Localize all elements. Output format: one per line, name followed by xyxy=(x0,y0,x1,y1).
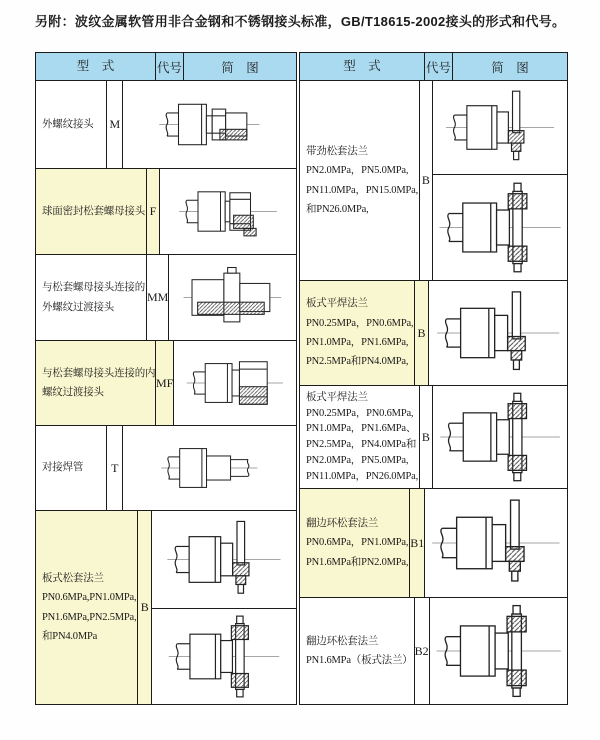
type-cell xyxy=(300,489,410,597)
type-cell xyxy=(300,281,415,385)
type-line: 外螺纹过渡接头 xyxy=(42,301,115,313)
type-cell xyxy=(36,81,107,168)
loose-flange-raised-diagram xyxy=(425,489,567,597)
code-cell: F xyxy=(147,169,160,254)
type-cell xyxy=(36,426,107,510)
diagram-cell xyxy=(123,81,296,168)
type-line: PN2.0MPa，PN5.0MPa, xyxy=(306,454,409,466)
code-cell: B xyxy=(138,511,152,704)
table-row xyxy=(36,81,296,169)
type-line: PN1.6MPa（板式法兰） xyxy=(306,655,413,666)
type-line: 和PN26.0MPa, xyxy=(306,203,369,215)
diagram-cell xyxy=(152,511,296,704)
table-row xyxy=(300,81,567,281)
type-line: 带劲松套法兰 xyxy=(306,145,368,157)
code-cell: B xyxy=(415,281,428,385)
loose-flange-raised-diagram xyxy=(433,81,567,174)
table-row xyxy=(36,255,296,341)
table-row xyxy=(300,281,567,386)
type-cell xyxy=(36,511,138,704)
type-cell xyxy=(36,341,156,425)
code-cell: B2 xyxy=(415,598,430,704)
type-line: 板式松套法兰 xyxy=(42,572,104,584)
code-cell: MF xyxy=(156,341,174,425)
sphere-seal-nut-fitting-diagram xyxy=(160,169,296,254)
type-line: PN1.0MPa，PN1.6MPa、 xyxy=(306,423,417,435)
diagram-cell xyxy=(433,81,567,280)
type-line: PN2.5MPa和PN4.0MPa, xyxy=(306,356,409,368)
table-row xyxy=(300,386,567,489)
type-line: PN2.0MPa，PN5.0MPa, xyxy=(306,165,409,177)
type-line: PN1.6MPa和PN2.0MPa, xyxy=(306,556,409,568)
type-line: 螺纹过渡接头 xyxy=(42,387,104,398)
table-row xyxy=(36,169,296,255)
diagram-cell xyxy=(425,489,567,597)
type-cell xyxy=(36,255,147,340)
type-line: PN0.6MPa，PN1.0MPa, xyxy=(306,537,409,549)
header-diagram: 简 图 xyxy=(491,60,529,75)
header-type: 型 式 xyxy=(36,53,156,80)
type-cell xyxy=(300,598,415,704)
loose-flange-raised-diagram xyxy=(152,511,296,608)
butt-weld-pipe-diagram xyxy=(123,426,296,510)
code-cell: M xyxy=(107,81,123,168)
type-line: PN1.0MPa，PN1.6MPa, xyxy=(306,337,409,348)
fitting-table-left xyxy=(35,52,297,705)
type-cell xyxy=(300,386,420,488)
page-title: 另附：波纹金属软管用非合金钢和不锈钢接头标准，GB/T18615-2002接头的形式和代号。 xyxy=(35,14,566,29)
double-male-transition-diagram xyxy=(169,255,296,340)
diagram-cell xyxy=(174,341,296,425)
code-cell: B xyxy=(420,386,433,488)
type-cell xyxy=(300,81,420,280)
type-line: PN0.25MPa，PN0.6MPa, xyxy=(306,407,414,419)
type-line: PN11.0MPa，PN15.0MPa, xyxy=(306,184,419,196)
header-diagram: 简 图 xyxy=(221,60,259,75)
table-row xyxy=(300,598,567,704)
type-line: 板式平焊法兰 xyxy=(306,298,368,310)
type-line: 与松套螺母接头连接的 xyxy=(42,282,145,294)
type-line: 板式平焊法兰 xyxy=(306,391,368,403)
type-line: 翻边环松套法兰 xyxy=(306,517,379,529)
type-line: PN0.25MPa，PN0.6MPa, xyxy=(306,317,414,329)
table-header-row xyxy=(36,53,296,81)
loose-flange-section-diagram xyxy=(433,386,567,488)
code-cell: MM xyxy=(147,255,169,340)
header-type: 型 式 xyxy=(300,53,425,80)
table-row xyxy=(36,426,296,511)
fitting-tables xyxy=(35,52,568,705)
table-row xyxy=(36,341,296,426)
table-row xyxy=(36,511,296,704)
type-line: PN11.0MPa，PN26.0MPa, xyxy=(306,470,419,482)
table-row xyxy=(300,489,567,598)
type-line: 对接焊管 xyxy=(42,462,84,474)
diagram-cell xyxy=(430,598,567,704)
code-cell: B1 xyxy=(410,489,425,597)
type-cell xyxy=(36,169,147,254)
type-line: 球面密封松套螺母接头 xyxy=(42,205,145,217)
male-thread-fitting-diagram xyxy=(123,81,296,168)
header-code: 代号 xyxy=(425,53,453,80)
loose-flange-section-diagram xyxy=(152,608,296,704)
diagram-cell xyxy=(123,426,296,510)
type-line: PN1.6MPa,PN2.5MPa, xyxy=(42,611,137,623)
loose-flange-section-diagram xyxy=(430,598,567,704)
loose-flange-section-diagram xyxy=(433,174,567,280)
header-code: 代号 xyxy=(156,53,184,80)
type-line: 与松套螺母接头连接的内 xyxy=(42,367,156,379)
type-line: 外螺纹接头 xyxy=(42,118,94,130)
fitting-table-right xyxy=(299,52,568,705)
type-line: PN0.6MPa,PN1.0MPa, xyxy=(42,592,137,604)
male-female-transition-diagram xyxy=(174,341,296,425)
diagram-cell xyxy=(160,169,296,254)
code-cell: T xyxy=(107,426,123,510)
type-line: 和PN4.0MPa xyxy=(42,630,98,642)
table-header-row xyxy=(300,53,567,81)
code-cell: B xyxy=(420,81,433,280)
diagram-cell xyxy=(169,255,296,340)
diagram-cell xyxy=(433,386,567,488)
type-line: 翻边环松套法兰 xyxy=(306,635,379,647)
diagram-cell xyxy=(429,281,567,385)
type-line: PN2.5MPa，PN4.0MPa和 xyxy=(306,439,417,450)
loose-flange-raised-diagram xyxy=(429,281,567,385)
